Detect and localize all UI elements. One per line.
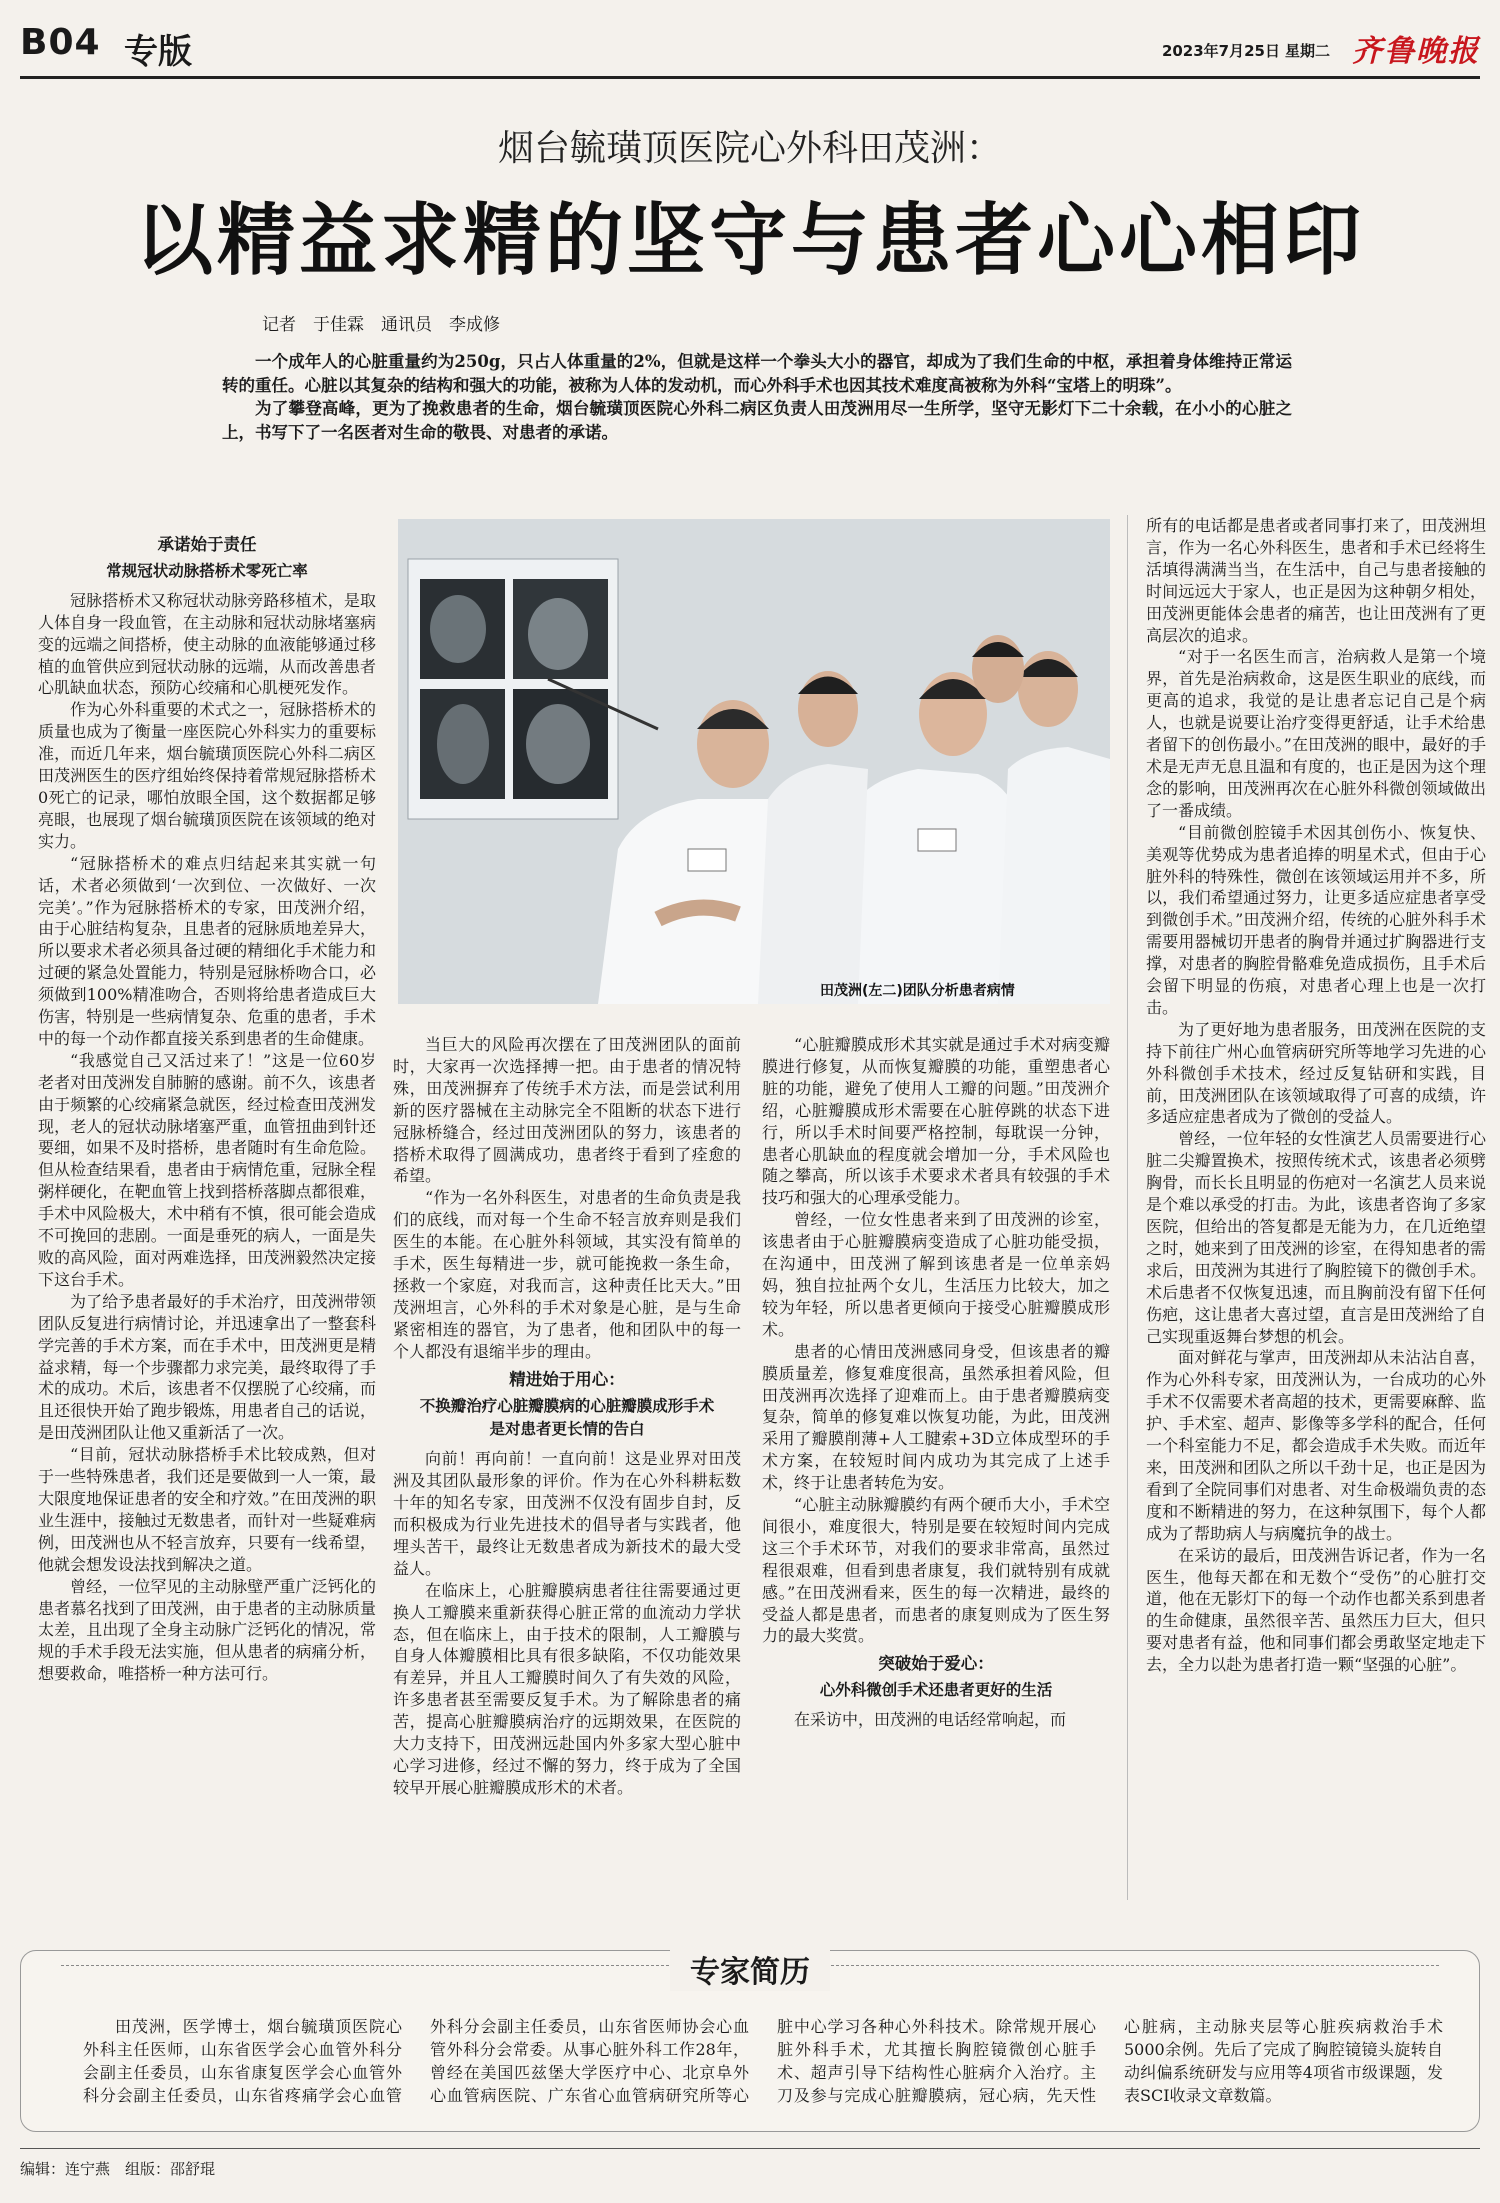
- body-paragraph: 在采访中，田茂洲的电话经常响起，而: [794, 1710, 1067, 1730]
- section-heading: 突破始于爱心：: [878, 1654, 994, 1674]
- profile-paragraph: 田茂洲，医学博士，烟台毓璜顶医院心外科主任医师，山东省医学会心血管外科分会副主任委员，山东省康复医学会心血管外科分会副主任委员，山东省疼痛学会心血管外科分会副主任委员，山东省医师协会心血管外科分会常委。从事心脏外科工作28年，曾经在美国匹兹堡大学医疗中心、北京阜外心血管病医院、广东省心血管病研究所等心脏中心学习各种心外科技术。除常规开展心脏外科手术，尤其擅长胸腔镜微创心脏手术、超声引导下结构性心脏病介入治疗。主刀及参与完成心脏瓣膜病，冠心病，先天性心脏病，主动脉夹层等心脏疾病救治手术5000余例。先后了完成了胸腔镜镜头旋转自动纠偏系统研发与应用等4项省市级课题，发表SCI收录文章数篇。: [83, 2017, 1443, 2105]
- body-paragraph: “心脏瓣膜成形术其实就是通过手术对病变瓣膜进行修复，从而恢复瓣膜的功能，重塑患者心脏的功能，避免了使用人工瓣的问题。”田茂洲介绍，心脏瓣膜成形术需要在心脏停跳的状态下进行，所以手术时间要严格控制，每耽误一分钟，患者心肌缺血的程度就会增加一分，手术风险也随之攀高，所以该手术要求术者具有较强的手术技巧和强大的心理承受能力。: [762, 1035, 1110, 1208]
- article-subtitle: 烟台毓璜顶医院心外科田茂洲：: [497, 128, 1002, 169]
- masthead-rule: [20, 76, 1480, 79]
- article-photo: [398, 519, 1110, 1004]
- body-paragraph: “心脏主动脉瓣膜约有两个硬币大小，手术空间很小，难度很大，特别是要在较短时间内完成这三个手术环节，对我们的要求非常高，虽然过程很艰难，但看到患者康复，我们就特别有成就感。”在田茂洲看来，医生的每一次精进，最终的受益人都是患者，而患者的康复则成为了医生努力的最大奖赏。: [762, 1495, 1110, 1646]
- issue-weekday: 星期二: [1284, 42, 1330, 60]
- article-column-4: [1146, 515, 1486, 1900]
- body-paragraph: 在采访的最后，田茂洲告诉记者，作为一名医生，他每天都在和无数个“受伤”的心脏打交道，他在无影灯下的每一个动作也都关系到患者的生命健康，虽然很辛苦、虽然压力巨大，但只要对患者有益，他和同事们都会勇敢坚定地走下去，全力以赴为患者打造一颗“坚强的心脏”。: [1146, 1545, 1486, 1675]
- body-paragraph: 曾经，一位罕见的主动脉壁严重广泛钙化的患者慕名找到了田茂洲，由于患者的主动脉质量太差，且出现了全身主动脉广泛钙化的情况，常规的手术手段无法实施，但从患者的病痛分析，想要救命，唯搭桥一种方法可行。: [38, 1576, 376, 1684]
- body-paragraph: 曾经，一位年轻的女性演艺人员需要进行心脏二尖瓣置换术，按照传统术式，该患者必须劈胸骨，而长长且明显的伤疤对一名演艺人员来说是个难以承受的打击。为此，该患者咨询了多家医院，但给出的答复都是无能为力，在几近绝望之时，她来到了田茂洲的诊室，在得知患者的需求后，田茂洲为其进行了胸腔镜下的微创手术。术后患者不仅恢复迅速，而且胸前没有留下任何伤疤，这让患者大喜过望，直言是田茂洲给了自己实现重返舞台梦想的机会。: [1146, 1129, 1486, 1346]
- article-column-2: [393, 1034, 741, 1900]
- body-paragraph: “作为一名外科医生，对患者的生命负责是我们的底线，而对每一个生命不轻言放弃则是我们医生的本能。在心脏外科领域，其实没有简单的手术，医生每精进一步，就可能挽救一条生命，拯救一个家庭，对我而言，这种责任比天大。”田茂洲坦言，心外科的手术对象是心脏，是与生命紧密相连的器官，为了患者，他和团队中的每一个人都没有退缩半步的理由。: [393, 1188, 741, 1361]
- body-paragraph: 曾经，一位女性患者来到了田茂洲的诊室，该患者由于心脏瓣膜病变造成了心脏功能受损，在沟通中，田茂洲了解到该患者是一位单亲妈妈，独自拉扯两个女儿，生活压力比较大，加之较为年轻，所以患者更倾向于接受心脏瓣膜成形术。: [762, 1210, 1110, 1339]
- section-label: 专版: [124, 32, 192, 72]
- body-paragraph: “我感觉自己又活过来了！”这是一位60岁老者对田茂洲发自肺腑的感谢。前不久，该患者由于频繁的心绞痛紧急就医，经过检查田茂洲发现，老人的冠状动脉堵塞严重，血管扭曲到针还要细，如果不及时搭桥，患者随时有生命危险。但从检查结果看，患者由于病情危重，冠脉全程粥样硬化，在靶血管上找到搭桥落脚点都很难，手术中风险极大，术中稍有不慎，很可能会造成不可挽回的悲剧。一面是垂死的病人，一面是失败的高风险，面对两难选择，田茂洲毅然决定接下这台手术。: [38, 1050, 376, 1289]
- body-paragraph: 向前！再向前！一直向前！这是业界对田茂洲及其团队最形象的评价。作为在心外科耕耘数十年的知名专家，田茂洲不仅没有固步自封，反而积极成为行业先进技术的倡导者与实践者，他埋头苦干，最终让无数患者成为新技术的最大受益人。: [393, 1449, 741, 1578]
- section-heading: 承诺始于责任: [157, 535, 257, 554]
- body-paragraph: “目前微创腔镜手术因其创伤小、恢复快、美观等优势成为患者追捧的明星术式，但由于心脏外科的特殊性，微创在该领域运用并不多，所以，我们希望通过努力，让更多适应症患者享受到微创手术。”田茂洲介绍，传统的心脏外科手术需要用器械切开患者的胸骨并通过扩胸器进行支撑，对患者的胸腔骨骼难免造成损伤，且手术后会留下明显的伤痕，对患者心理上也是一次打击。: [1146, 822, 1486, 1017]
- section-subheading: 心外科微创手术还患者更好的生活: [819, 1680, 1053, 1700]
- newspaper-logo: 齐鲁晚报: [1352, 34, 1480, 69]
- section-subheading: 常规冠状动脉搭桥术零死亡率: [106, 560, 308, 580]
- body-paragraph: 冠脉搭桥术又称冠状动脉旁路移植术，是取人体自身一段血管，在主动脉和冠状动脉堵塞病变的远端之间搭桥，使主动脉的血液能够通过移植的血管供应到冠状动脉的远端，从而改善患者心肌缺血状态，预防心绞痛和心肌梗死发作。: [38, 590, 376, 698]
- body-paragraph: 作为心外科重要的术式之一，冠脉搭桥术的质量也成为了衡量一座医院心外科实力的重要标准，而近几年来，烟台毓璜顶医院心外科二病区田茂洲医生的医疗组始终保持着常规冠脉搭桥术0死亡的记录，哪怕放眼全国，这个数据都足够亮眼，也展现了烟台毓璜顶医院在该领域的绝对实力。: [38, 700, 376, 851]
- body-paragraph: 当巨大的风险再次摆在了田茂洲团队的面前时，大家再一次选择搏一把。由于患者的情况特殊，田茂洲摒弃了传统手术方法，而是尝试利用新的医疗器械在主动脉完全不阻断的状态下进行冠脉桥缝合，经过田茂洲团队的努力，该患者的搭桥术取得了圆满成功，患者终于看到了痊愈的希望。: [393, 1035, 741, 1186]
- column-divider: [1127, 515, 1128, 1900]
- body-paragraph: 为了更好地为患者服务，田茂洲在医院的支持下前往广州心血管病研究所等地学习先进的心外科微创手术技术，经过反复钻研和实践，目前，田茂洲团队在该领域取得了可喜的成绩，许多适应症患者成为了微创的受益人。: [1146, 1019, 1486, 1127]
- article-column-1: [38, 528, 376, 1900]
- article-title: 以精益求精的坚守与患者心心相印: [134, 195, 1365, 286]
- body-paragraph: “对于一名医生而言，治病救人是第一个境界，首先是治病救命，这是医生职业的底线，而更高的追求，我觉的是让患者忘记自己是个病人，也就是说要让治疗变得更舒适，让手术给患者留下的创伤最小。”在田茂洲的眼中，最好的手术是无声无息且温和有度的，也正是因为这个理念的影响，田茂洲再次在心脏外科微创领域做出了一番成绩。: [1146, 647, 1486, 820]
- expert-profile-box: [20, 1950, 1480, 2132]
- body-paragraph: “目前，冠状动脉搭桥手术比较成熟，但对于一些特殊患者，我们还是要做到一人一策，最大限度地保证患者的安全和疗效。”在田茂洲的职业生涯中，接触过无数患者，而针对一些疑难病例，田茂洲也从不轻言放弃，只要有一线希望，他就会想发设法找到解决之道。: [38, 1445, 376, 1574]
- article-lead: [222, 350, 1292, 444]
- section-heading: 精进始于用心：: [509, 1369, 625, 1389]
- masthead: [20, 22, 1480, 72]
- lead-paragraph: 一个成年人的心脏重量约为250g，只占人体重量的2%，但就是这样一个拳头大小的器官，却成为了我们生命的中枢，承担着身体维持正常运转的重任。心脏以其复杂的结构和强大的功能，被称为人体的发动机，而心外科手术也因其技术难度高被称为外科“宝塔上的明珠”。: [222, 352, 1292, 395]
- editor-credits: 编辑：连宁燕 组版：邵舒琨: [20, 2160, 216, 2178]
- body-paragraph: 所有的电话都是患者或者同事打来了，田茂洲坦言，作为一名心外科医生，患者和手术已经将生活填得满满当当，在生活中，自己与患者接触的时间远远大于家人，也正是因为这种朝夕相处，田茂洲更能体会患者的痛苦，也让田茂洲有了更高层次的追求。: [1146, 516, 1486, 645]
- section-subheading: 不换瓣治疗心脏瓣膜病的心脏瓣膜成形手术: [419, 1395, 715, 1415]
- profile-title: 专家简历: [670, 1947, 830, 1991]
- section-subheading: 是对患者更长情的告白: [489, 1419, 645, 1439]
- doctors-photo-illustration: [398, 519, 1110, 1004]
- photo-caption: 田茂洲(左二)团队分析患者病情: [820, 983, 1015, 999]
- body-paragraph: 面对鲜花与掌声，田茂洲却从未沾沾自喜，作为心外科专家，田茂洲认为，一台成功的心外手术不仅需要术者高超的技术，更需要麻醉、监护、手术室、超声、影像等多学科的配合，任何一个科室能力不足，都会造成手术失败。而近年来，田茂洲和团队之所以千劲十足，也正是因为看到了全院同事们对患者、对生命极端负责的态度和不断精进的努力，在这种氛围下，每个人都成为了帮助病人与病魔抗争的战士。: [1146, 1348, 1486, 1543]
- profile-text: [83, 2015, 1443, 2107]
- lead-paragraph: 为了攀登高峰，更为了挽救患者的生命，烟台毓璜顶医院心外科二病区负责人田茂洲用尽一生所学，坚守无影灯下二十余载，在小小的心脏之上，书写下了一名医者对生命的敬畏、对患者的承诺。: [222, 399, 1292, 442]
- article-byline: 记者 于佳霖 通讯员 李成修: [262, 315, 500, 335]
- body-paragraph: “冠脉搭桥术的难点归结起来其实就一句话，术者必须做到‘一次到位、一次做好、一次完美’。”作为冠脉搭桥术的专家，田茂洲介绍，由于心脏结构复杂，且患者的冠脉质地差异大，所以要求术者必须具备过硬的精细化手术能力和过硬的紧急处置能力，特别是冠脉桥吻合口，必须做到100%精准吻合，否则将给患者造成巨大伤害，特别是一些病情复杂、危重的患者，手术中的每一个动作都直接关系到患者的生命健康。: [38, 853, 376, 1048]
- article-column-3: [762, 1034, 1110, 1900]
- body-paragraph: 在临床上，心脏瓣膜病患者往往需要通过更换人工瓣膜来重新获得心脏正常的血流动力学状态，但在临床上，由于技术的限制，人工瓣膜与自身人体瓣膜相比具有很多缺陷，不仅功能效果有差异，并且人工瓣膜时间久了有失效的风险，许多患者甚至需要反复手术。为了解除患者的痛苦，提高心脏瓣膜病治疗的远期效果，在医院的大力支持下，田茂洲远赴国内外多家大型心脏中心学习进修，经过不懈的努力，终于成为了全国较早开展心脏瓣膜成形术的术者。: [393, 1580, 741, 1797]
- body-paragraph: 患者的心情田茂洲感同身受，但该患者的瓣膜质量差，修复难度很高，虽然承担着风险，但田茂洲再次选择了迎难而上。由于患者瓣膜病变复杂，简单的修复难以恢复功能，为此，田茂洲采用了瓣膜削薄+人工腱索+3D立体成型环的手术方案，在较短时间内成功为其完成了上述手术，终于让患者转危为安。: [762, 1341, 1110, 1493]
- footer-rule: [20, 2148, 1480, 2149]
- page-number: B04: [20, 22, 101, 63]
- body-paragraph: 为了给予患者最好的手术治疗，田茂洲带领团队反复进行病情讨论，并迅速拿出了一整套科学完善的手术方案，而在手术中，田茂洲更是精益求精，每一个步骤都力求完美，最终取得了手术的成功。术后，该患者不仅摆脱了心绞痛，而且还很快开始了跑步锻炼，用患者自己的话说，是田茂洲团队让他又重新活了一次。: [38, 1291, 376, 1443]
- issue-date: 2023年7月25日: [1161, 42, 1280, 60]
